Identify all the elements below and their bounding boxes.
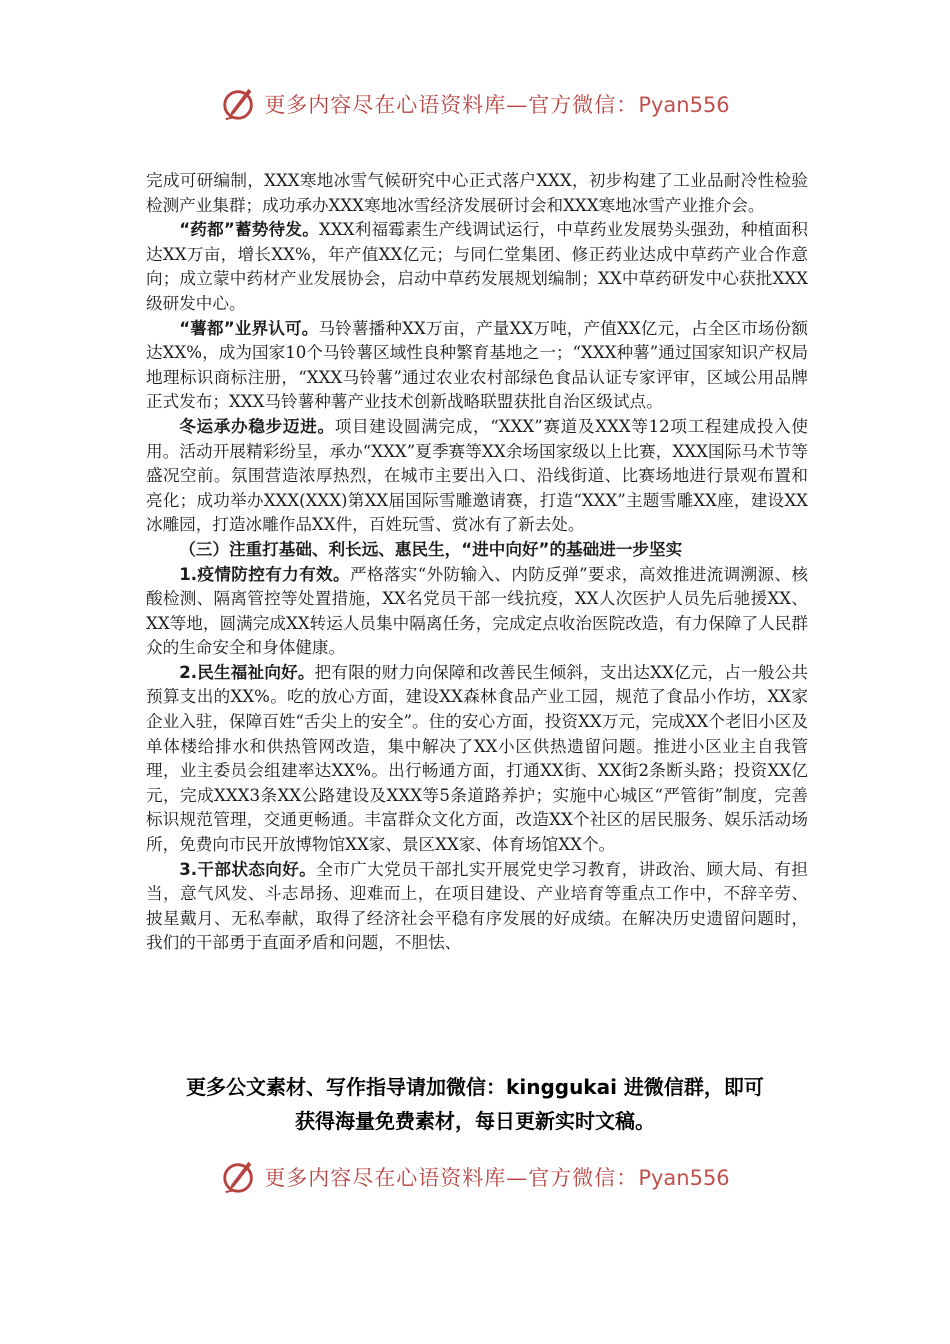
banner-text: 更多内容尽在心语资料库—官方微信：Pyan556 — [264, 93, 730, 117]
banner-text: 更多内容尽在心语资料库—官方微信：Pyan556 — [264, 1166, 730, 1190]
promo-line: 获得海量免费素材，每日更新实时文稿。 — [295, 1109, 655, 1133]
header-banner — [0, 84, 950, 124]
wechat-id: Pyan556 — [638, 1166, 730, 1190]
paragraph: 完成可研编制，XXX寒地冰雪气候研究中心正式落户XXX，初步构建了工业品耐冷性检验检测产业集群；成功承办XXX寒地冰雪经济发展研讨会和XXX寒地冰雪产业推介会。 — [146, 171, 808, 215]
paragraph-lead: 2.民生福祉向好。 — [179, 662, 315, 682]
paragraph-lead: “药都”蓄势待发。 — [179, 220, 319, 240]
paragraph: 冬运承办稳步迈进。项目建设圆满完成，“XXX”赛道及XXX等12项工程建成投入使用。活动开展精彩纷呈，承办“XXX”夏季赛等XX余场国家级以上比赛，XXX国际马术节等盛况空前。氛围营造浓厚热烈，在城市主要出入口、沿线街道、比赛场地进行景观布置和亮化；成功举办XXX(XXX)第XX届国际雪雕邀请赛，打造“XXX”主题雪雕XX座，建设XX冰雕园，打造冰雕作品XX件，百姓玩雪、赏冰有了新去处。 — [146, 416, 808, 535]
paragraph-lead: 冬运承办稳步迈进。 — [179, 416, 335, 436]
paragraph-lead: 3.干部状态向好。 — [179, 859, 317, 879]
paragraph: 2.民生福祉向好。把有限的财力向保障和改善民生倾斜，支出达XX亿元，占一般公共预算支出的XX%。吃的放心方面，建设XX森林食品产业工园，规范了食品小作坊，XX家企业入驻，保障百姓“舌尖上的安全”。住的安心方面，投资XX万元，完成XX个老旧小区及单体楼给排水和供热管网改造，集中解决了XX小区供热遗留问题。推进小区业主自我管理，业主委员会组建率达XX%。出行畅通方面，打通XX街、XX街2条断头路；投资XX亿元，完成XXX3条XX公路建设及XXX等5条道路养护；实施中心城区“严管街”制度，完善标识规范管理，交通更畅通。丰富群众文化方面，改造XX个社区的居民服务、娱乐活动场所，免费向市民开放博物馆XX家、景区XX家、体育场馆XX个。 — [146, 662, 808, 855]
quill-pen-logo-icon — [220, 1158, 258, 1196]
paragraph: “薯都”业界认可。马铃薯播种XX万亩，产量XX万吨，产值XX亿元，占全区市场份额达XX%，成为国家10个马铃薯区域性良种繁育基地之一；“XXX种薯”通过国家知识产权局地理标识商标注册，“XXX马铃薯”通过农业农村部绿色食品认证专家评审，区域公用品牌正式发布；XXX马铃薯种薯产业技术创新战略联盟获批自治区级试点。 — [146, 318, 808, 412]
section-heading: （三）注重打基础、利长远、惠民生，“进中向好”的基础进一步坚实 — [179, 539, 683, 559]
paragraph-lead: “薯都”业界认可。 — [179, 318, 319, 338]
paragraph: 3.干部状态向好。全市广大党员干部扎实开展党史学习教育，讲政治、顾大局、有担当，意气风发、斗志昂扬、迎难而上，在项目建设、产业培育等重点工作中，不辞辛劳、披星戴月、无私奉献，取得了经济社会平稳有序发展的好成绩。在解决历史遗留问题时，我们的干部勇于直面矛盾和问题，不胆怯、 — [146, 859, 808, 953]
footer-banner — [0, 1157, 950, 1197]
document-body — [146, 169, 808, 956]
promo-note — [100, 1070, 850, 1138]
wechat-id: Pyan556 — [638, 93, 730, 117]
promo-line: 更多公文素材、写作指导请加微信：kinggukai 进微信群，即可 — [186, 1075, 764, 1099]
paragraph: “药都”蓄势待发。XXX利福霉素生产线调试运行，中草药业发展势头强劲，种植面积达XX万亩，增长XX%，年产值XX亿元；与同仁堂集团、修正药业达成中草药产业合作意向；成立蒙中药材产业发展协会，启动中草药发展规划编制；XX中草药研发中心获批XXX级研发中心。 — [146, 220, 808, 313]
paragraph-lead: 1.疫情防控有力有效。 — [179, 564, 350, 584]
quill-pen-logo-icon — [220, 85, 258, 123]
paragraph: 1.疫情防控有力有效。严格落实“外防输入、内防反弹”要求，高效推进流调溯源、核酸检测、隔离管控等处置措施，XX名党员干部一线抗疫，XX人次医护人员先后驰援XX、XX等地，圆满完成XX转运人员集中隔离任务，完成定点收治医院改造，有力保障了人民群众的生命安全和身体健康。 — [146, 564, 808, 658]
